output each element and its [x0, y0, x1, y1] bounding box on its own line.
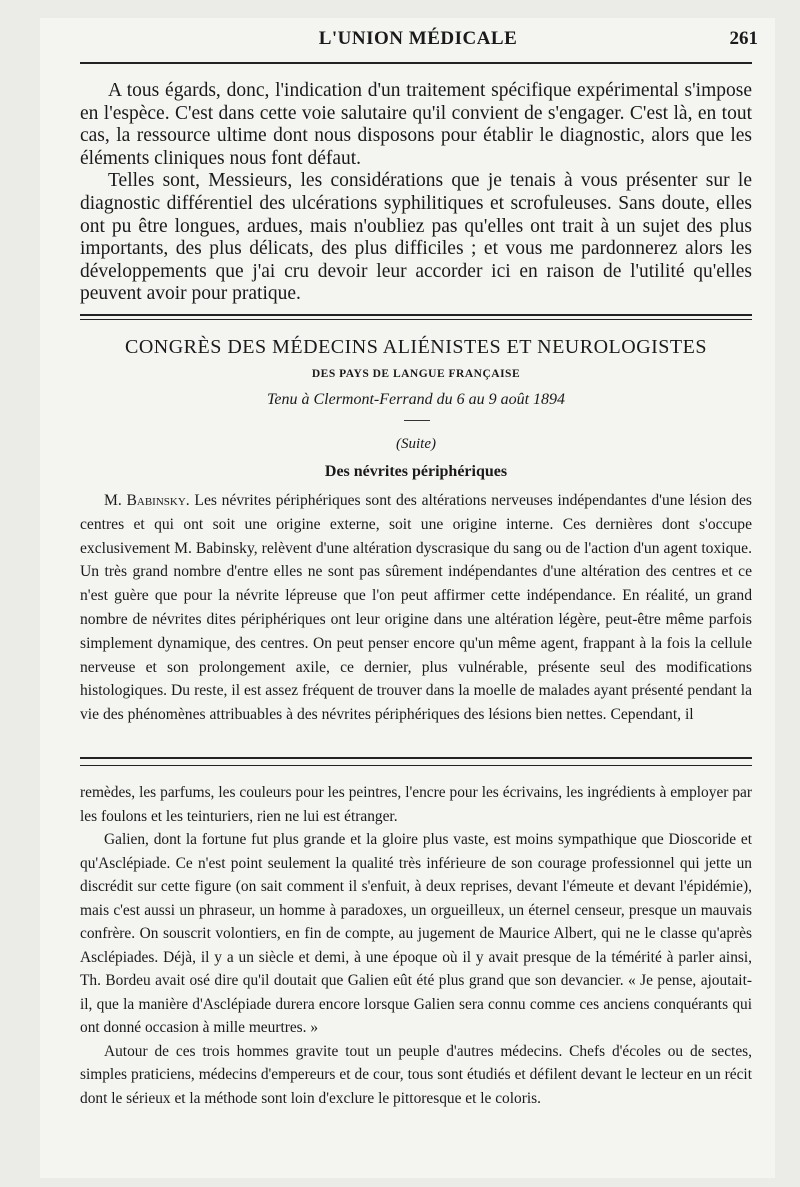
section-rule-bottom: [80, 319, 752, 320]
feuilleton-paragraph-2: Galien, dont la fortune fut plus grande et la gloire plus vaste, est moins sympathique que Dioscoride et qu'Asclépiade. Ce n'est point seulement la qualité très inférieure de son courage professionnel qui jette un discrédit sur cette figure (on sait comment il s'enfuit, à deux reprises, devant l'émeute et devant l'épidémie), mais c'est aussi un phraseur, un homme à paradoxes, un orgueilleux, un éternel censeur, presque un mauvais confrère. On souscrit volontiers, en fin de compte, au jugement de Maurice Albert, qui ne le classe qu'après Asclépiades. Déjà, il y a un siècle et demi, à une époque où il y avait presque de la témérité à parler ainsi, Th. Bordeu avait osé dire qu'il doutait que Galien eût été plus grand que son devancier. « Je pense, ajoutait-il, que la manière d'Asclépiade durera encore lorsque Galien sera connu comme ces anciens conquérants qui ont donné occasion à mille meurtres. »: [80, 831, 752, 1036]
article-paragraph: [80, 489, 752, 727]
page-header: [78, 28, 758, 60]
feuilleton-paragraph-1: remèdes, les parfums, les couleurs pour les peintres, l'encre pour les écrivains, les ingrédients à employer par les foulons et les teinturiers, rien ne lui est étranger.: [80, 784, 752, 825]
feuilleton-rule-bottom: [80, 765, 752, 766]
lecture-conclusion: [80, 80, 752, 306]
page-number: 261: [729, 28, 758, 49]
article-subheading: Des névrites périphériques: [324, 463, 508, 480]
continued-label: (Suite): [396, 436, 436, 452]
lecture-paragraph-2: Telles sont, Messieurs, les considérations que je tenais à vous présenter sur le diagnostic différentiel des ulcérations syphilitiques et scrofuleuses. Sans doute, elles ont pu être longues, ardues, mais n'oubliez pas qu'elles ont trait à un sujet des plus importants, des plus délicats, des plus difficiles ; et vous me pardonnerez alors les développements que j'ai cru devoir leur accorder ici en raison de l'utilité qu'elles peuvent avoir pour pratique.: [80, 170, 752, 305]
lecture-paragraph-1: A tous égards, donc, l'indication d'un traitement spécifique expérimental s'impose en l'espèce. C'est dans cette voie salutaire qu'il convient de s'engager. C'est là, en tout cas, la ressource ultime dont nous disposons pour établir le diagnostic, alors que les éléments cliniques nous font défaut.: [80, 80, 752, 169]
congress-title: CONGRÈS DES MÉDECINS ALIÉNISTES ET NEUROLOGISTES: [125, 336, 707, 358]
congress-subtitle: DES PAYS DE LANGUE FRANÇAISE: [311, 368, 521, 380]
feuilleton-text: [80, 781, 752, 1110]
header-rule: [80, 62, 752, 64]
short-dash: [404, 420, 430, 421]
congress-article: [80, 489, 752, 727]
section-rule-top: [80, 314, 752, 316]
speaker-name: M. Babinsky.: [104, 492, 190, 509]
running-head: L'UNION MÉDICALE: [318, 28, 518, 49]
article-text: Les névrites périphériques sont des altérations nerveuses indépendantes d'une lésion des centres et qui ont soit une origine externe, soit une origine interne. Ces dernières dont s'occupe exclusivement M. Babinsky, relèvent d'une altération dyscrasique du sang ou de l'action d'un agent toxique. Un très grand nombre d'entre elles ne sont pas sûrement indépendantes d'une altération des centres et ce n'est guère que pour la névrite lépreuse que l'on peut affirmer cette indépendance. En réalité, un grand nombre de névrites dites périphériques ont leur origine dans une altération légère, peut-être même parfois simplement dynamique, des centres. On peut penser encore qu'un même agent, frappant à la fois la cellule nerveuse et son prolongement axile, ce dernier, plus vulnérable, présente seul des modifications histologiques. Du reste, il est assez fréquent de trouver dans la moelle de malades ayant présenté pendant la vie des phénomènes attribuables à des névrites périphériques des lésions bien nettes. Cependant, il: [80, 492, 752, 724]
congress-meeting: Tenu à Clermont-Ferrand du 6 au 9 août 1894: [266, 391, 566, 408]
feuilleton-paragraph-3: Autour de ces trois hommes gravite tout un peuple d'autres médecins. Chefs d'écoles ou de sectes, simples praticiens, médecins d'empereurs et de cour, tous sont étudiés et défilent devant le lecteur en un récit dont le sérieux et la méthode sont loin d'exclure le pittoresque et le coloris.: [80, 1042, 752, 1107]
feuilleton-rule-top: [80, 757, 752, 759]
